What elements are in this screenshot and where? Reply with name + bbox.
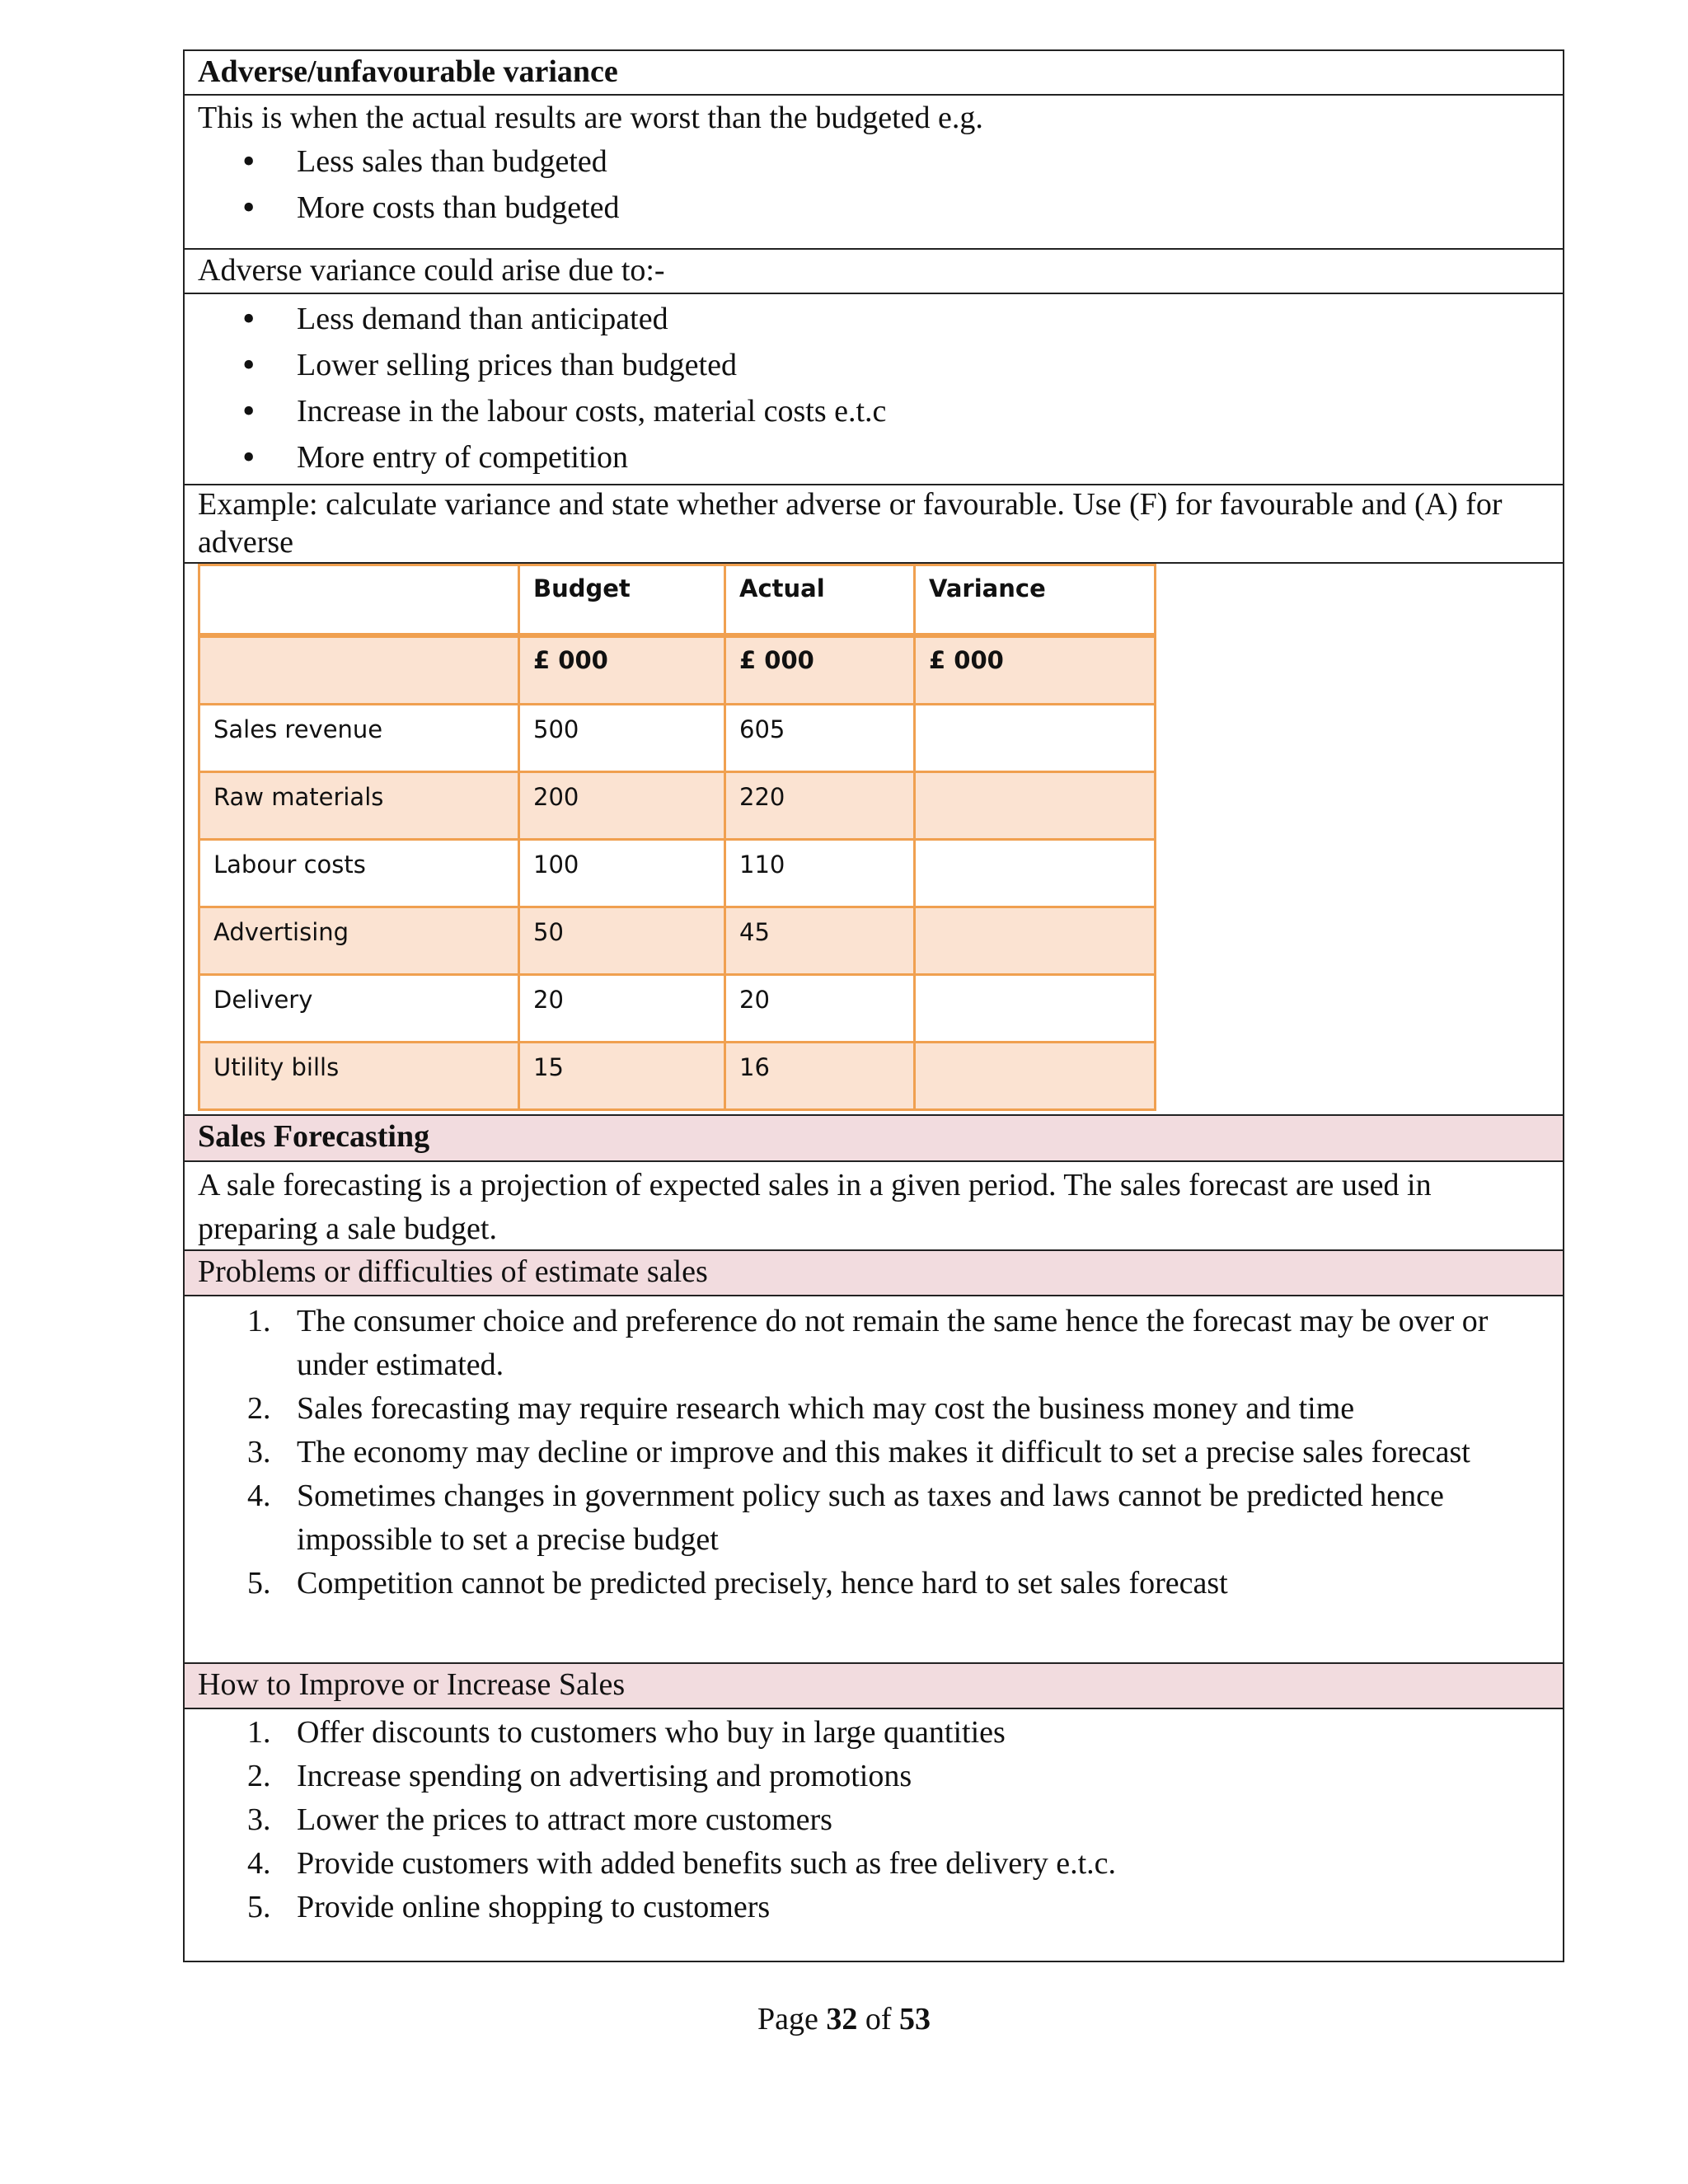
budget-cell: 20 bbox=[519, 975, 725, 1043]
table-row bbox=[199, 907, 1156, 975]
list-item: 5. Competition cannot be predicted precisely, hence hard to set sales forecast bbox=[247, 1566, 1228, 1601]
actual-cell: 220 bbox=[725, 772, 915, 840]
variance-cell[interactable] bbox=[915, 705, 1156, 772]
table-row bbox=[199, 1043, 1156, 1110]
current-page-number: 32 bbox=[826, 2002, 858, 2036]
problems-heading-text: Problems or difficulties of estimate sales bbox=[198, 1254, 708, 1289]
list-item: • Increase in the labour costs, material costs e.t.c bbox=[198, 388, 1550, 434]
actual-cell: 20 bbox=[725, 975, 915, 1043]
list-item: • Less demand than anticipated bbox=[198, 296, 1550, 342]
variance-cell[interactable] bbox=[915, 772, 1156, 840]
budget-cell: 200 bbox=[519, 772, 725, 840]
item-cell: Delivery bbox=[199, 975, 519, 1043]
table-row bbox=[199, 975, 1156, 1043]
variance-cell[interactable] bbox=[915, 975, 1156, 1043]
improve-list bbox=[198, 1711, 1550, 1929]
header-cell-item bbox=[199, 565, 519, 635]
improve-sales-heading bbox=[185, 1664, 1563, 1709]
budget-cell: 500 bbox=[519, 705, 725, 772]
document-frame bbox=[183, 49, 1564, 1962]
forecasting-definition bbox=[185, 1162, 1563, 1251]
units-cell-variance: £ 000 bbox=[915, 635, 1156, 705]
variance-cell[interactable] bbox=[915, 840, 1156, 907]
example-instruction-text: Example: calculate variance and state whether adverse or favourable. Use (F) for favourable and (A) for adverse bbox=[198, 487, 1503, 560]
budget-cell: 15 bbox=[519, 1043, 725, 1110]
improve-sales-section bbox=[185, 1709, 1563, 1961]
list-item: 1. The consumer choice and preference do not remain the same hence the forecast may be over or under estimated. bbox=[247, 1304, 1489, 1382]
adverse-definition-section bbox=[185, 96, 1563, 250]
table-header-row bbox=[199, 565, 1156, 635]
item-cell: Sales revenue bbox=[199, 705, 519, 772]
units-cell-actual: £ 000 bbox=[725, 635, 915, 705]
table-row bbox=[199, 705, 1156, 772]
list-item: 2. Increase spending on advertising and promotions bbox=[247, 1759, 912, 1793]
list-item: • Less sales than budgeted bbox=[198, 138, 1550, 185]
header-cell-variance: Variance bbox=[915, 565, 1156, 635]
problems-heading bbox=[185, 1251, 1563, 1296]
of-word: of bbox=[865, 2002, 892, 2036]
table-row bbox=[199, 840, 1156, 907]
sales-forecasting-title bbox=[185, 1116, 1563, 1162]
adverse-variance-title bbox=[185, 51, 1563, 96]
list-item: 4. Provide customers with added benefits such as free delivery e.t.c. bbox=[247, 1846, 1117, 1881]
adverse-definition: This is when the actual results are worst than the budgeted e.g. bbox=[198, 101, 983, 135]
actual-cell: 605 bbox=[725, 705, 915, 772]
item-cell: Advertising bbox=[199, 907, 519, 975]
list-item: • More costs than budgeted bbox=[198, 185, 1550, 231]
adverse-causes-section bbox=[185, 294, 1563, 485]
list-item: • Lower selling prices than budgeted bbox=[198, 342, 1550, 388]
list-item: 1. Offer discounts to customers who buy in large quantities bbox=[247, 1715, 1006, 1750]
variance-cell[interactable] bbox=[915, 1043, 1156, 1110]
variance-table-section bbox=[185, 564, 1563, 1116]
units-cell-item bbox=[199, 635, 519, 705]
list-item: 3. The economy may decline or improve and this makes it difficult to set a precise sales forecast bbox=[247, 1435, 1470, 1469]
list-item: • More entry of competition bbox=[198, 434, 1550, 480]
table-units-row bbox=[199, 635, 1156, 705]
actual-cell: 45 bbox=[725, 907, 915, 975]
page-word: Page bbox=[757, 2002, 818, 2036]
table-row bbox=[199, 772, 1156, 840]
item-cell: Labour costs bbox=[199, 840, 519, 907]
units-cell-budget: £ 000 bbox=[519, 635, 725, 705]
page-footer bbox=[0, 2001, 1688, 2037]
adverse-title-text: Adverse/unfavourable variance bbox=[198, 54, 618, 89]
list-item: 3. Lower the prices to attract more customers bbox=[247, 1802, 832, 1837]
list-item: 2. Sales forecasting may require research which may cost the business money and time bbox=[247, 1391, 1355, 1426]
variance-table bbox=[198, 564, 1156, 1111]
variance-cell[interactable] bbox=[915, 907, 1156, 975]
adverse-causes-heading bbox=[185, 250, 1563, 294]
header-cell-budget: Budget bbox=[519, 565, 725, 635]
list-item: 4. Sometimes changes in government policy such as taxes and laws cannot be predicted hence impossible to set a precise budget bbox=[247, 1479, 1444, 1557]
causes-heading-text: Adverse variance could arise due to:- bbox=[198, 253, 665, 288]
improve-heading-text: How to Improve or Increase Sales bbox=[198, 1667, 626, 1702]
adverse-causes-list bbox=[198, 296, 1550, 485]
example-instruction bbox=[185, 485, 1563, 564]
problems-list bbox=[198, 1300, 1550, 1605]
forecasting-definition-text: A sale forecasting is a projection of expected sales in a given period. The sales forecast are used in preparing a sale budget. bbox=[198, 1168, 1432, 1246]
header-cell-actual: Actual bbox=[725, 565, 915, 635]
item-cell: Utility bills bbox=[199, 1043, 519, 1110]
budget-cell: 50 bbox=[519, 907, 725, 975]
list-item: 5. Provide online shopping to customers bbox=[247, 1890, 771, 1924]
adverse-example-list bbox=[198, 138, 1550, 236]
budget-cell: 100 bbox=[519, 840, 725, 907]
actual-cell: 16 bbox=[725, 1043, 915, 1110]
problems-section bbox=[185, 1296, 1563, 1664]
item-cell: Raw materials bbox=[199, 772, 519, 840]
total-pages-number: 53 bbox=[899, 2002, 931, 2036]
forecasting-title-text: Sales Forecasting bbox=[198, 1119, 430, 1154]
actual-cell: 110 bbox=[725, 840, 915, 907]
